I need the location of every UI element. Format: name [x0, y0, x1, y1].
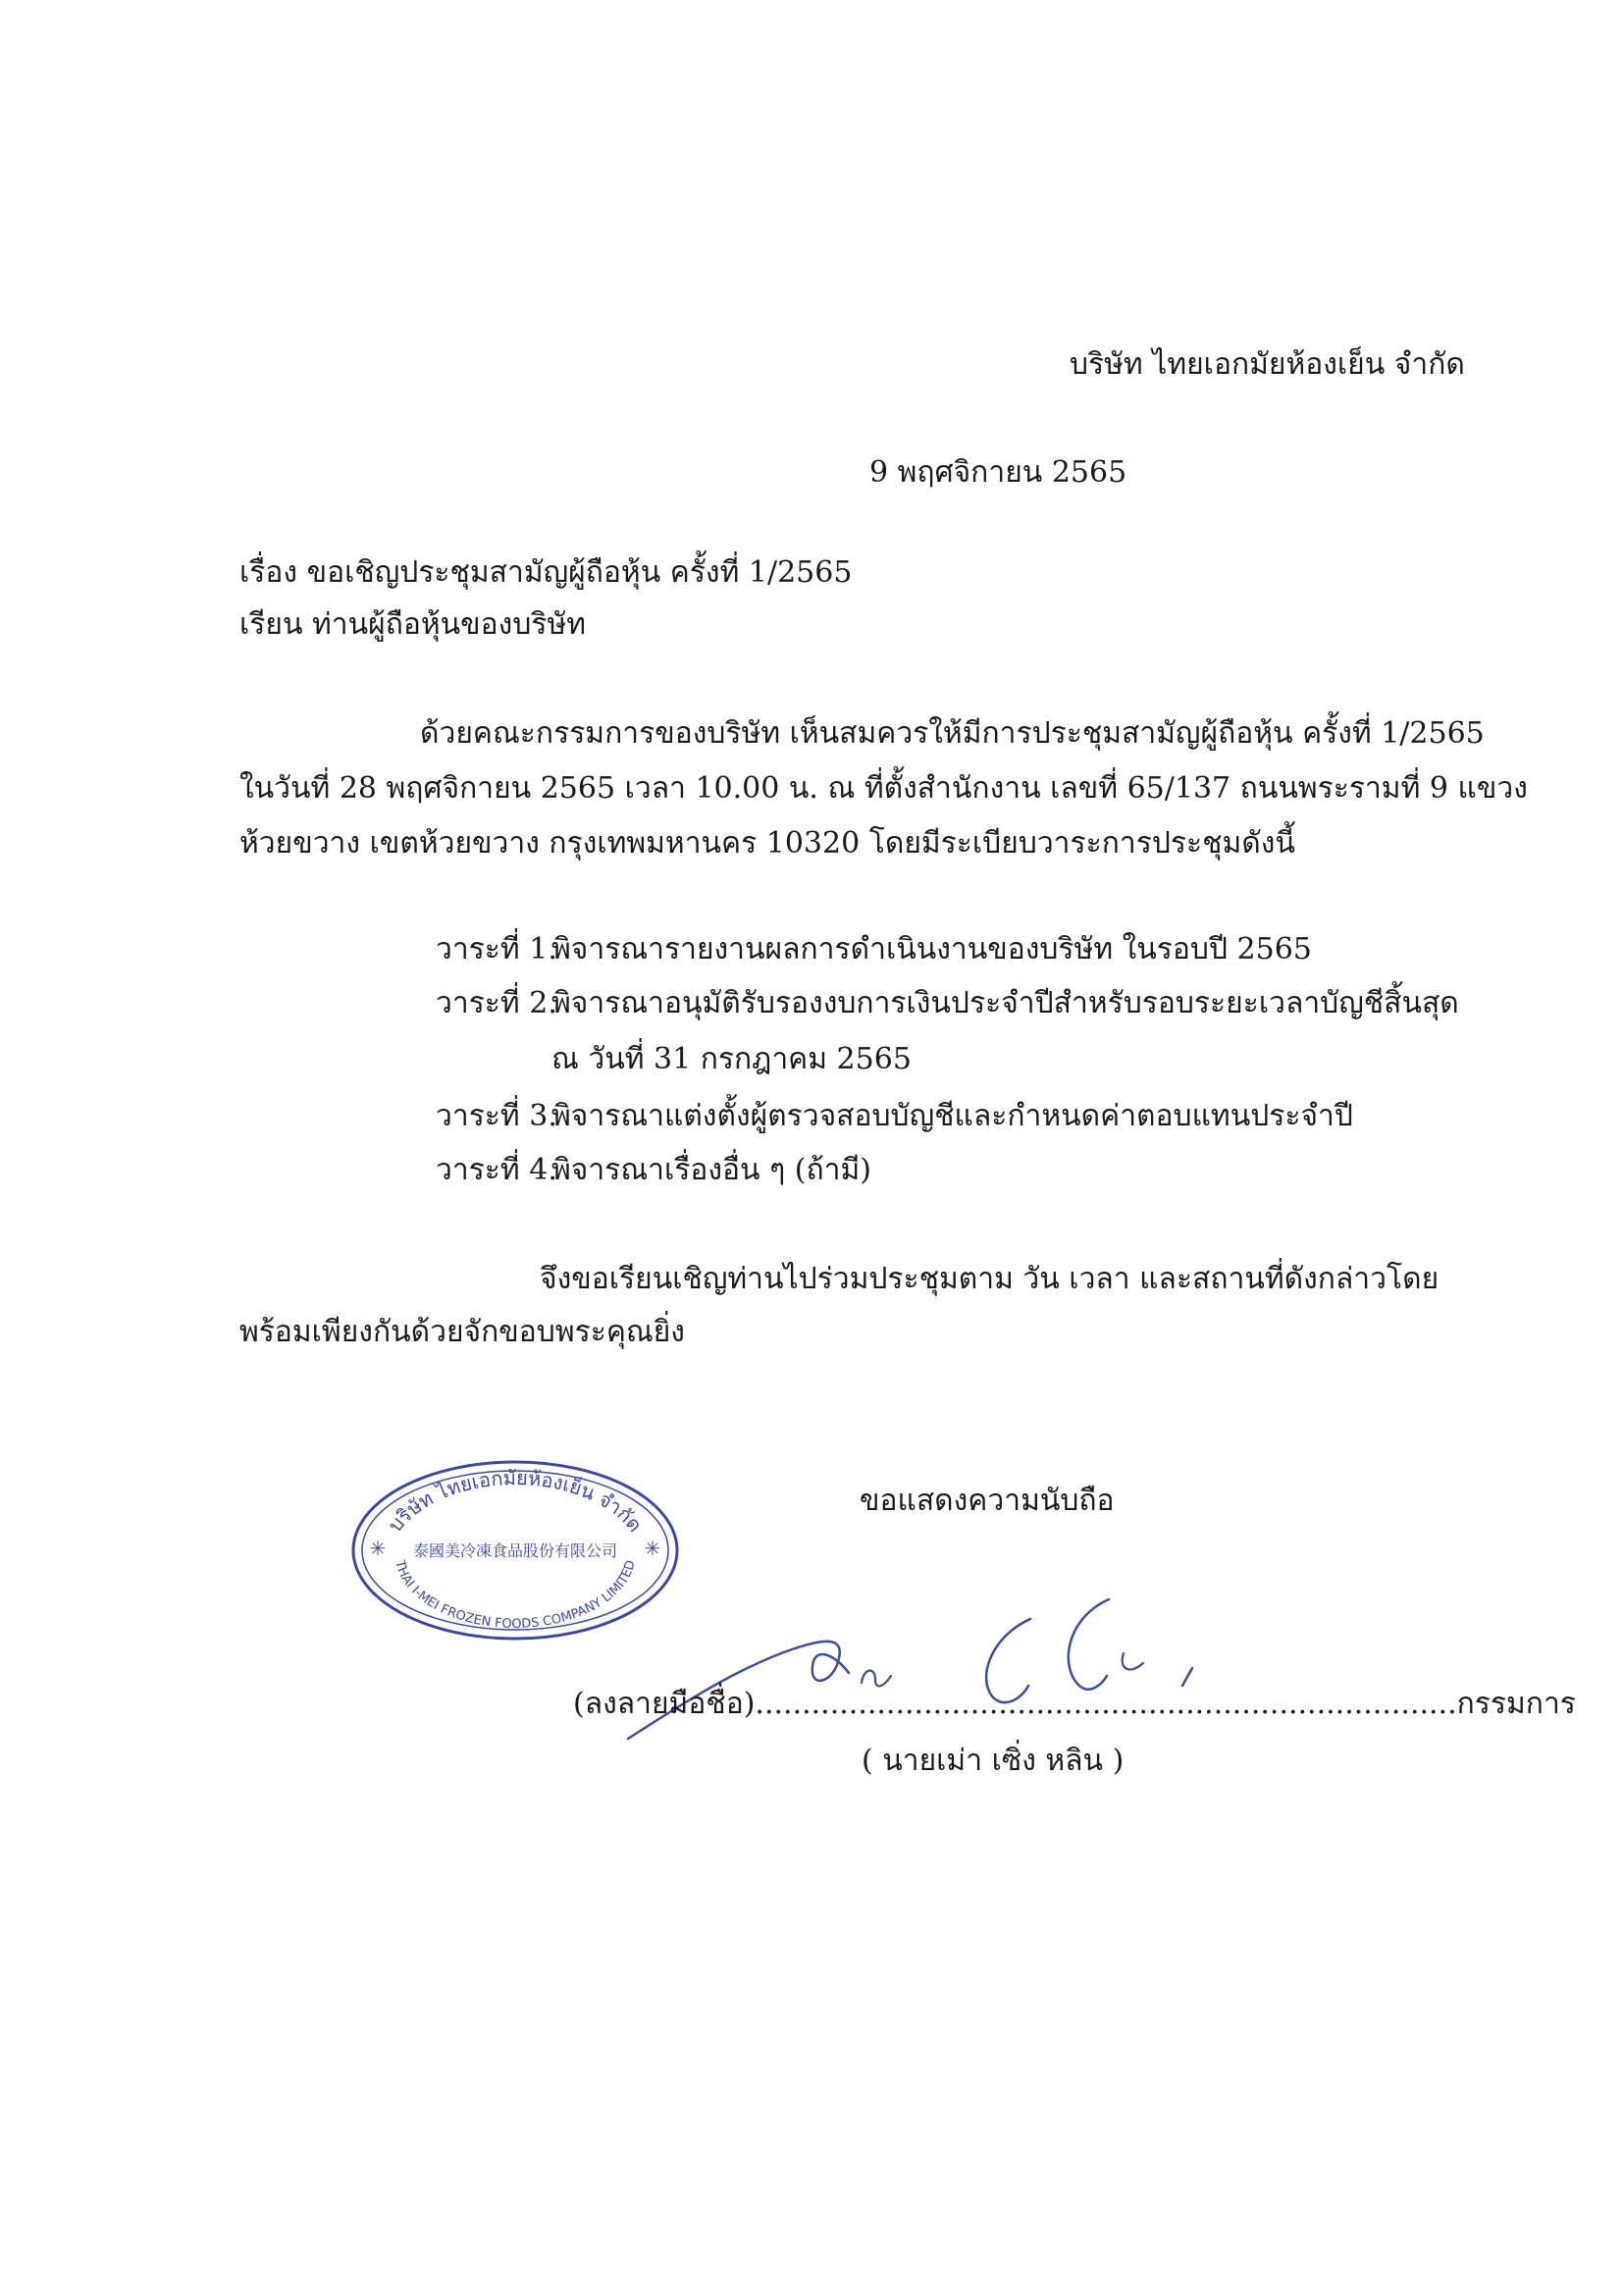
letter-date: 9 พฤศจิกายน 2565 — [869, 455, 1127, 490]
agenda-number: วาระที่ 2. — [436, 986, 557, 1020]
body-line-1: ด้วยคณะกรรมการของบริษัท เห็นสมควรให้มีการประชุมสามัญผู้ถือหุ้น ครั้งที่ 1/2565 — [420, 716, 1485, 751]
closing-line-1: จึงขอเรียนเชิญท่านไปร่วมประชุมตาม วัน เวลา และสถานที่ดังกล่าวโดย — [540, 1262, 1440, 1296]
agenda-item-2-continuation: ณ วันที่ 31 กรกฎาคม 2565 — [551, 1042, 912, 1076]
agenda-number: วาระที่ 1. — [436, 932, 557, 966]
signatory-name: ( นายเม่า เซิ่ง หลิน ) — [862, 1744, 1125, 1778]
star-icon: ✳ — [644, 1537, 661, 1560]
stamp-english-text: THAI I-MEI FROZEN FOODS COMPANY LIMITED — [392, 1558, 639, 1632]
body-line-2: ในวันที่ 28 พฤศจิกายน 2565 เวลา 10.00 น. ณ ที่ตั้งสำนักงาน เลขที่ 65/137 ถนนพระรามที่ 9 แขวง — [239, 771, 1528, 806]
letter-subject: เรื่อง ขอเชิญประชุมสามัญผู้ถือหุ้น ครั้งที่ 1/2565 — [239, 555, 853, 590]
svg-text:THAI I-MEI FROZEN FOODS COMPAN — [392, 1558, 639, 1632]
agenda-text: พิจารณารายงานผลการดำเนินงานของบริษัท ในรอบปี 2565 — [551, 932, 1312, 966]
agenda-text: พิจารณาแต่งตั้งผู้ตรวจสอบบัญชีและกำหนดค่าตอบแทนประจำปี — [551, 1099, 1353, 1133]
closing-line-2: พร้อมเพียงกันด้วยจักขอบพระคุณยิ่ง — [239, 1315, 685, 1349]
star-icon: ✳ — [369, 1537, 387, 1560]
agenda-number: วาระที่ 3. — [436, 1099, 557, 1133]
letter-recipient: เรียน ท่านผู้ถือหุ้นของบริษัท — [239, 607, 587, 642]
stamp-thai-text: บริษัท ไทยเอกมัยห้องเย็น จำกัด — [383, 1465, 648, 1537]
signature-line: (ลงลายมือชื่อ)...........................................................................กรรมการ — [573, 1687, 1576, 1721]
agenda-number: วาระที่ 4. — [436, 1153, 557, 1187]
agenda-text: พิจารณาเรื่องอื่น ๆ (ถ้ามี) — [551, 1153, 871, 1187]
closing-regards: ขอแสดงความนับถือ — [860, 1484, 1115, 1518]
stamp-chinese-text: 泰國美冷凍食品股份有限公司 — [412, 1541, 618, 1560]
company-name: บริษัท ไทยเอกมัยห้องเย็น จำกัด — [1070, 347, 1465, 382]
body-line-3: ห้วยขวาง เขตห้วยขวาง กรุงเทพมหานคร 10320 โดยมีระเบียบวาระการประชุมดังนี้ — [239, 826, 1295, 861]
agenda-text: พิจารณาอนุมัติรับรองงบการเงินประจำปีสำหรับรอบระยะเวลาบัญชีสิ้นสุด — [551, 986, 1459, 1020]
